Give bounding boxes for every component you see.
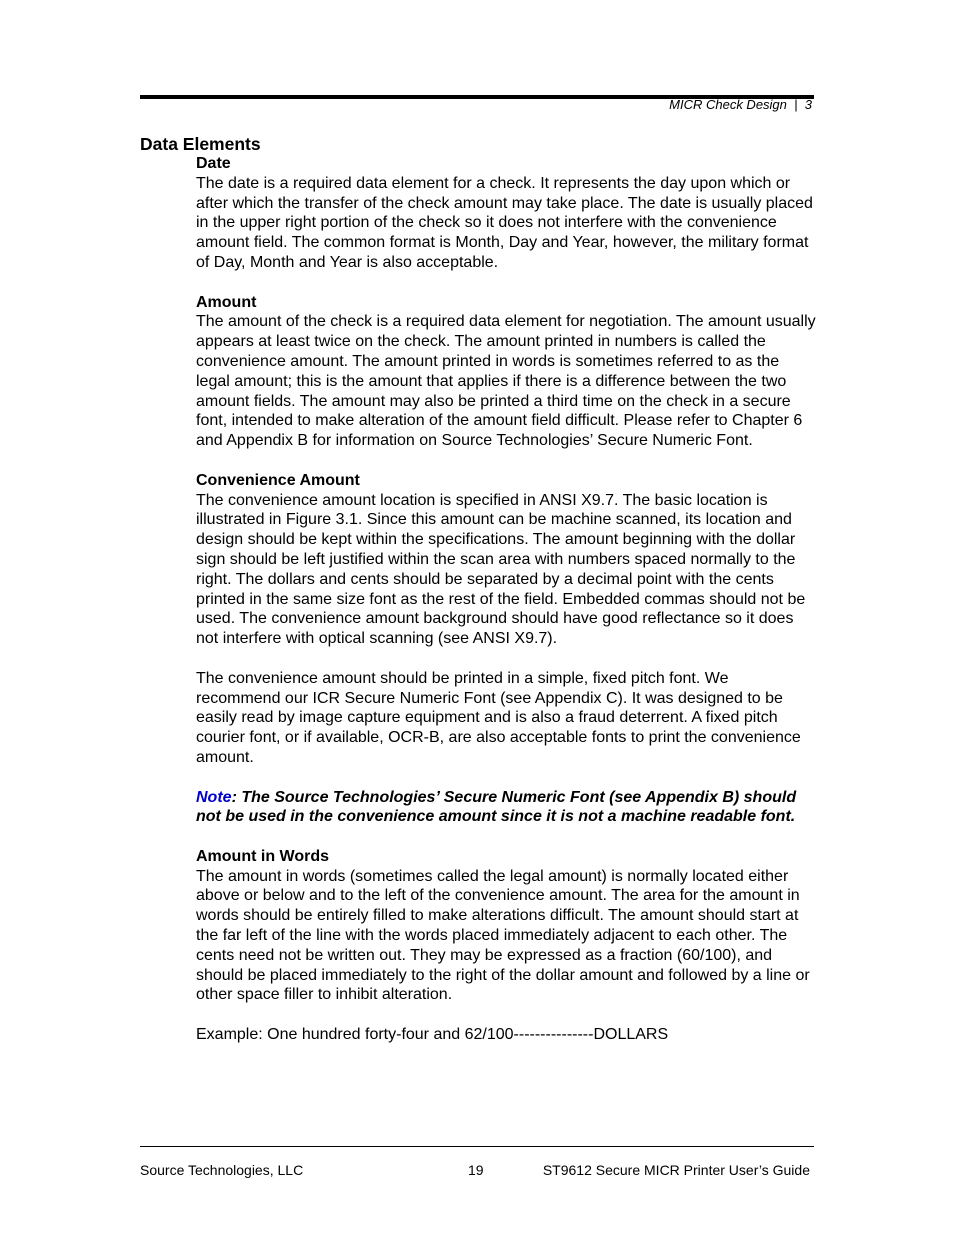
spacer — [196, 451, 816, 471]
amount-in-words-heading: Amount in Words — [196, 847, 330, 865]
amount-in-words-example: Example: One hundred forty-four and 62/100---------------DOLLARS — [196, 1026, 669, 1044]
spacer — [196, 827, 816, 847]
chapter-label: MICR Check Design — [669, 97, 787, 112]
footer-company: Source Technologies, LLC — [140, 1162, 304, 1178]
spacer — [196, 1005, 816, 1025]
amount-paragraph: The amount of the check is a required data element for negotiation. The amount usually appears at least twice on the check. The amount printed in numbers is called the convenience amount. The amount printed in words is sometimes referred to as the legal amount; this is the amount that applies if there is a difference between the two amount fields. The amount may also be printed a third time on the check in a secure font, intended to make alteration of the amount field difficult. Please refer to Chapter 6 and Appendix B for information on Source Technologies’ Secure Numeric Font. — [196, 313, 816, 450]
note-paragraph — [196, 788, 816, 828]
spacer — [196, 649, 816, 669]
amount-in-words-paragraph: The amount in words (sometimes called the legal amount) is normally located either above or below and to the left of the convenience amount. The area for the amount in words should be entirely filled to make alterations difficult. The amount should start at the far left of the line with the words placed immediately adjacent to each other. The cents need not be written out. They may be expressed as a fraction (60/100), and should be placed immediately to the right of the dollar amount and followed by a line or other space filler to inhibit alteration. — [196, 867, 810, 1004]
convenience-amount-paragraph-2: The convenience amount should be printed in a simple, fixed pitch font. We recommend our ICR Secure Numeric Font (see Appendix C). It was designed to be easily read by image capture equipment and is also a fraud deterrent. A fixed pitch courier font, or if available, OCR-B, are also acceptable fonts to print the convenience amount. — [196, 669, 801, 766]
amount-heading: Amount — [196, 293, 257, 311]
date-heading: Date — [196, 155, 231, 172]
note-label: Note — [196, 788, 232, 806]
convenience-amount-heading: Convenience Amount — [196, 471, 360, 489]
note-text: : The Source Technologies’ Secure Numeric Font (see Appendix B) should not be used in the convenience amount since it is not a machine readable font. — [196, 788, 797, 826]
convenience-amount-paragraph-1: The convenience amount location is specified in ANSI X9.7. The basic location is illustrated in Figure 3.1. Since this amount can be machine scanned, its location and design should be kept within the specifications. The amount beginning with the dollar sign should be left justified within the scan area with numbers spaced normally to the right. The dollars and cents should be separated by a decimal point with the cents printed in the same size font as the rest of the field. Embedded commas should not be used. The convenience amount background should have good reflectance so it does not interfere with optical scanning (see ANSI X9.7). — [196, 491, 806, 648]
footer-page-number: 19 — [468, 1162, 484, 1178]
header-separator: | — [794, 97, 798, 112]
spacer — [196, 768, 816, 788]
page-content — [196, 154, 816, 1045]
spacer — [196, 273, 816, 293]
footer-guide-title: ST9612 Secure MICR Printer User’s Guide — [542, 1162, 810, 1178]
date-paragraph: The date is a required data element for a check. It represents the day upon which or after which the transfer of the check amount may take place. The date is usually placed in the upper right portion of the check so it does not interfere with the convenience amount field. The common format is Month, Day and Year, however, the military format of Day, Month and Year is also acceptable. — [196, 174, 813, 271]
running-header — [669, 97, 812, 113]
chapter-number: 3 — [804, 97, 812, 112]
section-title: Data Elements — [140, 134, 261, 154]
footer-rule — [140, 1146, 814, 1147]
